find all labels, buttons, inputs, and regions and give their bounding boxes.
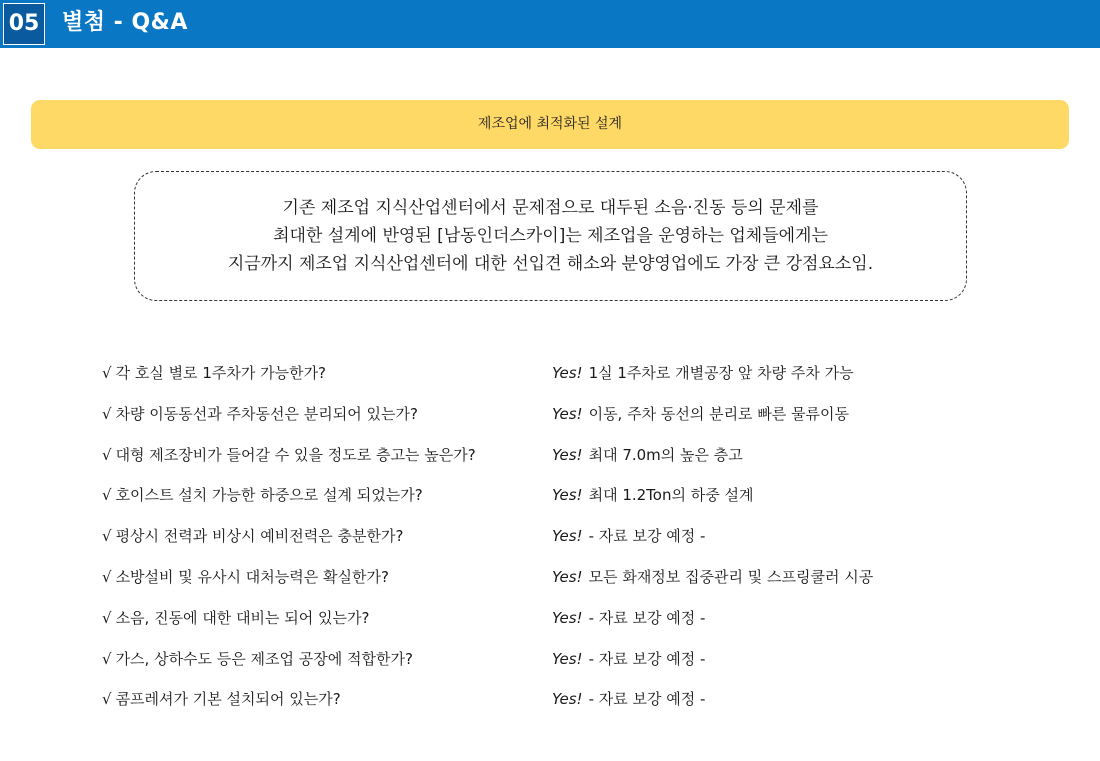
qa-row xyxy=(102,355,1002,396)
question-text: 호이스트 설치 가능한 하중으로 설계 되었는가? xyxy=(115,486,423,505)
qa-question xyxy=(102,484,423,506)
answer-text: 모든 화재정보 집중관리 및 스프링쿨러 시공 xyxy=(588,567,874,586)
page-title: 별첨 - Q&A xyxy=(62,10,188,35)
qa-row xyxy=(102,681,1002,722)
yes-label: Yes! xyxy=(552,445,583,464)
yes-label: Yes! xyxy=(552,690,583,709)
qa-question xyxy=(102,566,389,588)
qa-row xyxy=(102,600,1002,641)
answer-text: 최대 1.2Ton의 하중 설계 xyxy=(588,486,754,505)
description-line: 기존 제조업 지식산업센터에서 문제점으로 대두된 소음·진동 등의 문제를 xyxy=(282,198,819,218)
check-icon: √ xyxy=(102,364,112,382)
question-text: 가스, 상하수도 등은 제조업 공장에 적합한가? xyxy=(115,649,413,668)
yes-label: Yes! xyxy=(552,567,583,586)
qa-answer xyxy=(552,362,854,384)
qa-question xyxy=(102,362,326,384)
qa-answer xyxy=(552,403,849,425)
section-number: 05 xyxy=(3,3,45,45)
question-text: 평상시 전력과 비상시 예비전력은 충분한가? xyxy=(115,527,404,546)
qa-question xyxy=(102,648,413,670)
qa-answer xyxy=(552,688,705,710)
qa-row xyxy=(102,477,1002,518)
description-line: 최대한 설계에 반영된 [남동인더스카이]는 제조업을 운영하는 업체들에게는 xyxy=(273,226,828,246)
qa-answer xyxy=(552,484,753,506)
qa-row xyxy=(102,518,1002,559)
qa-question xyxy=(102,403,418,425)
description-box xyxy=(134,171,967,301)
header-bar xyxy=(0,0,1100,48)
qa-row xyxy=(102,641,1002,682)
check-icon: √ xyxy=(102,649,112,668)
qa-answer xyxy=(552,648,705,670)
answer-text: - 자료 보강 예정 - xyxy=(588,608,706,627)
description-line: 지금까지 제조업 지식산업센터에 대한 선입견 해소와 분양영업에도 가장 큰 강점요소임. xyxy=(227,254,874,274)
check-icon: √ xyxy=(102,527,112,546)
yes-label: Yes! xyxy=(552,608,583,627)
qa-question xyxy=(102,444,476,466)
check-icon: √ xyxy=(102,404,112,423)
question-text: 대형 제조장비가 들어갈 수 있을 정도로 층고는 높은가? xyxy=(115,445,476,464)
answer-text: 이동, 주차 동선의 분리로 빠른 물류이동 xyxy=(588,404,850,423)
check-icon: √ xyxy=(102,690,112,709)
question-text: 소음, 진동에 대한 대비는 되어 있는가? xyxy=(115,608,370,627)
check-icon: √ xyxy=(102,608,112,627)
question-text: 콤프레셔가 기본 설치되어 있는가? xyxy=(115,690,341,709)
qa-row xyxy=(102,559,1002,600)
qa-question xyxy=(102,525,403,547)
qa-list xyxy=(102,355,1002,722)
qa-row xyxy=(102,396,1002,437)
question-text: 각 호실 별로 1주차가 가능한가? xyxy=(115,364,327,382)
check-icon: √ xyxy=(102,567,112,586)
qa-answer xyxy=(552,525,705,547)
question-text: 소방설비 및 유사시 대처능력은 확실한가? xyxy=(115,567,389,586)
answer-text: 최대 7.0m의 높은 층고 xyxy=(588,445,743,464)
section-banner: 제조업에 최적화된 설계 xyxy=(31,100,1069,149)
answer-text: 1실 1주차로 개별공장 앞 차량 주차 가능 xyxy=(588,364,854,382)
qa-answer xyxy=(552,444,743,466)
check-icon: √ xyxy=(102,486,112,505)
answer-text: - 자료 보강 예정 - xyxy=(588,690,706,709)
check-icon: √ xyxy=(102,445,112,464)
question-text: 차량 이동동선과 주차동선은 분리되어 있는가? xyxy=(115,404,418,423)
yes-label: Yes! xyxy=(552,404,583,423)
yes-label: Yes! xyxy=(552,486,583,505)
qa-row xyxy=(102,437,1002,478)
qa-answer xyxy=(552,566,873,588)
yes-label: Yes! xyxy=(552,527,583,546)
answer-text: - 자료 보강 예정 - xyxy=(588,527,706,546)
qa-question xyxy=(102,607,369,629)
yes-label: Yes! xyxy=(552,364,583,382)
answer-text: - 자료 보강 예정 - xyxy=(588,649,706,668)
qa-question xyxy=(102,688,341,710)
qa-answer xyxy=(552,607,705,629)
yes-label: Yes! xyxy=(552,649,583,668)
